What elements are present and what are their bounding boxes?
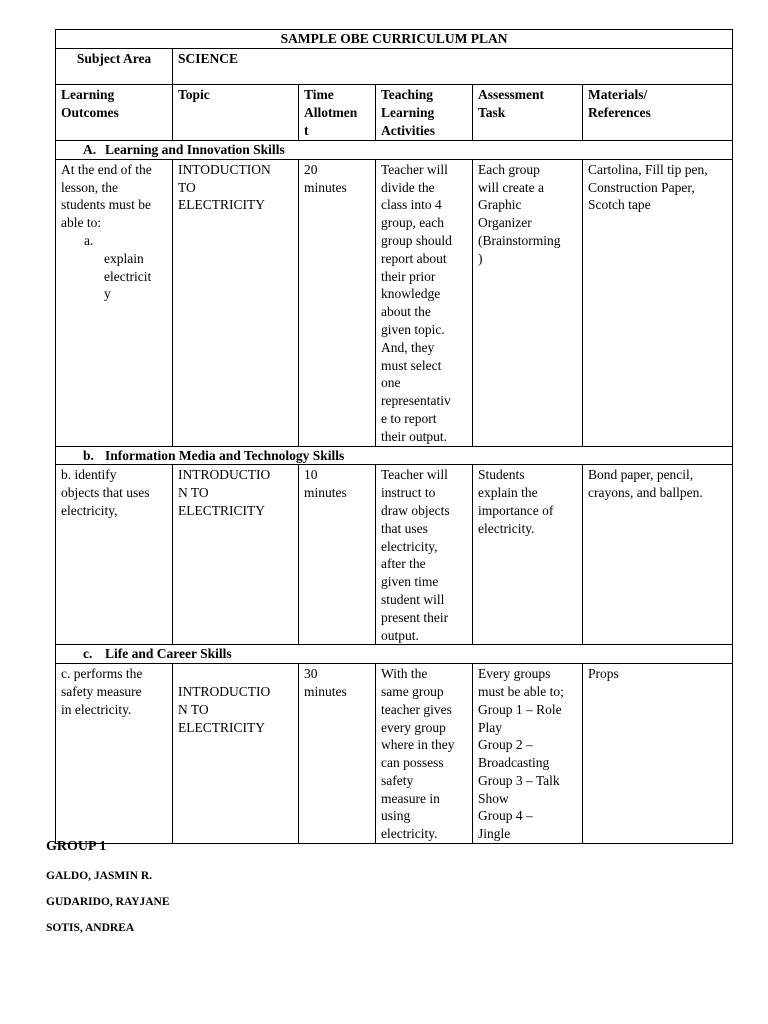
header-line: Learning — [381, 104, 435, 120]
cell-line: measure in — [381, 790, 440, 806]
header-topic: Topic — [173, 85, 299, 141]
group-title: GROUP 1 — [46, 839, 107, 854]
group-member: GALDO, JASMIN R. — [46, 870, 153, 882]
header-line: Time — [304, 87, 334, 102]
cell-line: one — [381, 375, 401, 391]
cell-line: With the — [381, 666, 428, 682]
cell-line: able to: — [61, 215, 102, 231]
cell-line: electricity. — [478, 520, 535, 536]
cell-line: present their — [381, 609, 449, 625]
learning-outcome-cell — [56, 465, 173, 645]
cell-line: group, each — [381, 215, 444, 231]
section-name: Information Media and Technology Skills — [105, 447, 345, 463]
cell-line: Graphic — [478, 197, 522, 213]
list-item — [84, 232, 167, 303]
cell-line: minutes — [304, 683, 347, 699]
cell-line: must be able to; — [478, 683, 564, 699]
time-cell — [299, 465, 376, 645]
header-line: Teaching — [381, 87, 434, 102]
cell-line: y — [104, 286, 111, 302]
cell-line: electricit — [104, 268, 152, 284]
cell-line: safety measure — [61, 683, 142, 699]
cell-line: Group 3 – Talk — [478, 772, 560, 788]
cell-line: Every groups — [478, 666, 551, 682]
cell-line: Construction Paper, — [588, 179, 695, 195]
cell-line: (Brainstorming — [478, 232, 561, 248]
cell-line: report about — [381, 250, 447, 266]
cell-line: must select — [381, 357, 442, 373]
materials-cell — [583, 465, 733, 645]
assessment-cell — [473, 159, 583, 446]
header-teaching-learning-activities — [376, 85, 473, 141]
cell-line: draw objects — [381, 502, 450, 518]
cell-line: importance of — [478, 502, 554, 518]
activities-cell — [376, 159, 473, 446]
cell-line: INTODUCTION — [178, 161, 271, 177]
header-line: t — [304, 122, 309, 138]
header-line: Allotmen — [304, 104, 358, 120]
activities-cell — [376, 465, 473, 645]
cell-line: TO — [178, 179, 196, 195]
section-heading-a — [56, 141, 733, 160]
cell-line: minutes — [304, 485, 347, 501]
cell-line: explain — [104, 250, 144, 266]
cell-line: crayons, and ballpen. — [588, 485, 703, 501]
section-number: c. — [83, 646, 93, 662]
cell-line: about the — [381, 304, 431, 320]
header-assessment-task — [473, 85, 583, 141]
cell-line: Jingle — [478, 826, 511, 842]
cell-line: Scotch tape — [588, 197, 651, 213]
cell-line: explain the — [478, 485, 538, 501]
cell-line: electricity, — [381, 538, 438, 554]
cell-line: Cartolina, Fill tip pen, — [588, 161, 708, 177]
cell-line: N TO — [178, 701, 209, 717]
header-time-allotment — [299, 85, 376, 141]
cell-line: will create a — [478, 179, 544, 195]
table-row — [56, 465, 733, 645]
cell-line: Props — [588, 666, 619, 682]
cell-line: electricity. — [381, 826, 438, 842]
table-title: SAMPLE OBE CURRICULUM PLAN — [56, 30, 733, 49]
cell-line: given topic. — [381, 321, 445, 337]
cell-line: b. identify — [61, 467, 117, 483]
cell-line: Organizer — [478, 215, 532, 231]
topic-cell — [173, 159, 299, 446]
cell-line: students must be — [61, 197, 151, 213]
cell-line: N TO — [178, 485, 209, 501]
time-cell — [299, 159, 376, 446]
topic-cell — [173, 664, 299, 844]
section-name: Learning and Innovation Skills — [105, 142, 285, 157]
cell-line: ELECTRICITY — [178, 502, 265, 518]
cell-line: objects that uses — [61, 485, 150, 501]
cell-line: And, they — [381, 339, 435, 355]
outcome-list — [61, 232, 167, 303]
cell-line: c. performs the — [61, 666, 143, 682]
header-line: Activities — [381, 122, 435, 138]
cell-line: student will — [381, 591, 445, 607]
cell-line: Teacher will — [381, 467, 448, 483]
cell-line: divide the — [381, 179, 435, 195]
cell-line: minutes — [304, 179, 347, 195]
cell-line: group should — [381, 232, 452, 248]
section-name: Life and Career Skills — [105, 646, 232, 662]
header-line: Outcomes — [61, 104, 119, 120]
cell-line: instruct to — [381, 485, 436, 501]
cell-line: Each group — [478, 161, 540, 177]
cell-line: where in they — [381, 737, 455, 753]
section-heading-c — [56, 645, 733, 664]
time-cell — [299, 664, 376, 844]
cell-line: 30 — [304, 666, 318, 682]
subject-area-value: SCIENCE — [173, 49, 733, 85]
cell-line: Group 1 – Role — [478, 701, 562, 717]
cell-line — [178, 665, 293, 683]
cell-line: electricity, — [61, 502, 118, 518]
subject-area-label: Subject Area — [56, 49, 173, 85]
cell-line: ELECTRICITY — [178, 197, 265, 213]
cell-line: Play — [478, 719, 503, 735]
cell-line: that uses — [381, 520, 428, 536]
cell-line: 20 — [304, 161, 318, 177]
learning-outcome-cell — [56, 664, 173, 844]
header-line: Task — [478, 104, 506, 120]
cell-line: At the end of the — [61, 161, 152, 177]
cell-line: 10 — [304, 467, 318, 483]
cell-line: teacher gives — [381, 701, 452, 717]
section-heading-b — [56, 446, 733, 465]
cell-line: knowledge — [381, 286, 441, 302]
cell-line: using — [381, 808, 411, 824]
cell-line: after the — [381, 556, 426, 572]
cell-line: INTRODUCTIO — [178, 467, 271, 483]
cell-line: safety — [381, 772, 414, 788]
cell-line: output. — [381, 627, 419, 643]
list-marker: a. — [84, 232, 94, 248]
materials-cell — [583, 159, 733, 446]
cell-line: every group — [381, 719, 446, 735]
cell-line: can possess — [381, 755, 444, 771]
topic-cell — [173, 465, 299, 645]
materials-cell — [583, 664, 733, 844]
cell-line: lesson, the — [61, 179, 118, 195]
cell-line: their output. — [381, 428, 447, 444]
cell-line: Students — [478, 467, 525, 483]
table-row — [56, 159, 733, 446]
cell-line: INTRODUCTIO — [178, 683, 271, 699]
header-line: Materials/ — [588, 87, 648, 102]
header-line: Assessment — [478, 87, 544, 102]
header-learning-outcomes — [56, 85, 173, 141]
cell-line: Teacher will — [381, 161, 448, 177]
assessment-cell — [473, 664, 583, 844]
cell-line: ELECTRICITY — [178, 719, 265, 735]
cell-line: given time — [381, 574, 439, 590]
cell-line: in electricity. — [61, 701, 132, 717]
activities-cell — [376, 664, 473, 844]
cell-line: ) — [478, 250, 483, 266]
header-line: References — [588, 104, 651, 120]
cell-line: representativ — [381, 393, 451, 409]
section-number: b. — [83, 447, 94, 463]
cell-line: Broadcasting — [478, 755, 550, 771]
header-materials-references — [583, 85, 733, 141]
cell-line: same group — [381, 683, 444, 699]
section-number: A. — [83, 142, 97, 157]
cell-line: Group 2 – — [478, 737, 533, 753]
group-member: SOTIS, ANDREA — [46, 922, 135, 934]
cell-line: class into 4 — [381, 197, 442, 213]
header-line: Learning — [61, 87, 115, 102]
cell-line: Show — [478, 790, 509, 806]
group-member: GUDARIDO, RAYJANE — [46, 896, 170, 908]
cell-line: their prior — [381, 268, 436, 284]
cell-line: Bond paper, pencil, — [588, 467, 694, 483]
cell-line: Group 4 – — [478, 808, 533, 824]
cell-line: e to report — [381, 410, 437, 426]
table-row — [56, 664, 733, 844]
assessment-cell — [473, 465, 583, 645]
curriculum-plan-table — [55, 29, 733, 844]
learning-outcome-cell — [56, 159, 173, 446]
